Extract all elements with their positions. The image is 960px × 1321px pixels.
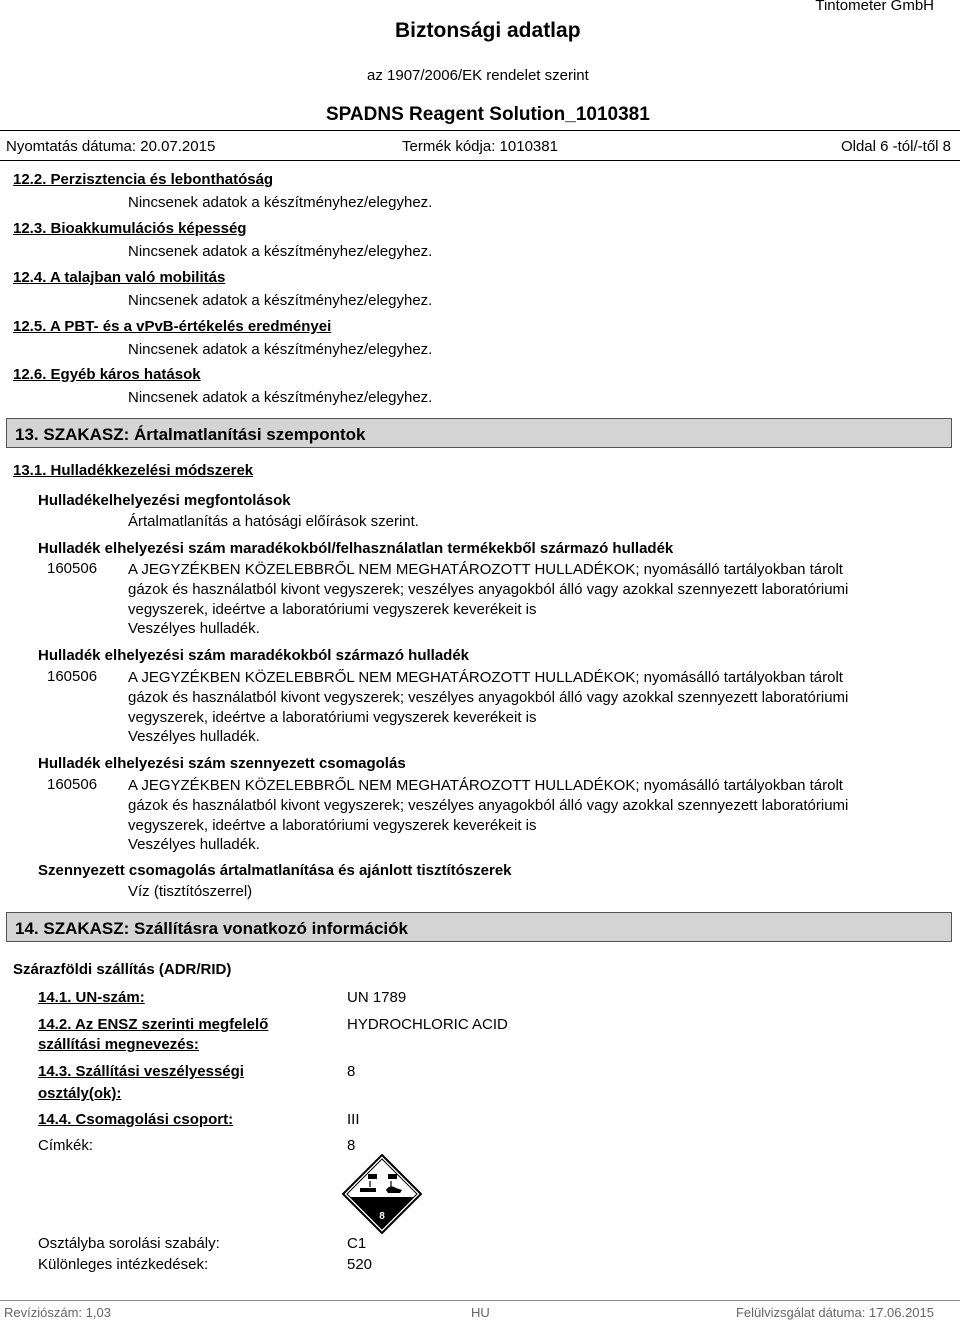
shipping-name-value: HYDROCHLORIC ACID (347, 1016, 508, 1033)
waste-heading: Hulladék elhelyezési szám szennyezett csomagolás (38, 755, 406, 772)
waste-heading: Hulladék elhelyezési szám maradékokból származó hulladék (38, 647, 470, 664)
section-14-bar (6, 912, 952, 942)
special-provisions-label: Különleges intézkedések: (38, 1256, 209, 1273)
print-date: Nyomtatás dátuma: 20.07.2015 (6, 138, 216, 155)
heading-12-5: 12.5. A PBT- és a vPvB-értékelés eredményei (13, 318, 332, 335)
heading-12-3: 12.3. Bioakkumulációs képesség (13, 220, 247, 237)
waste-note: Veszélyes hulladék. (128, 620, 260, 637)
footer-rule (0, 1300, 960, 1301)
un-number-label: 14.1. UN-szám: (38, 989, 145, 1006)
corrosive-class-8-icon (342, 1154, 422, 1234)
shipping-name-label: 14.2. Az ENSZ szerinti megfelelő (38, 1016, 269, 1033)
company-name: Tintometer GmbH (815, 0, 934, 14)
waste-description: A JEGYZÉKBEN KÖZELEBBRŐL NEM MEGHATÁROZOTT HULLADÉKOK; nyomásálló tartályokban tárolt gázok és használatból kivont vegyszerek; veszélyes anyagokból álló vagy azokkal szennyezett laboratóriumi vegyszerek, ideértve a laboratóriumi vegyszerek keverékeit is (128, 669, 849, 726)
waste-description: A JEGYZÉKBEN KÖZELEBBRŐL NEM MEGHATÁROZOTT HULLADÉKOK; nyomásálló tartályokban tárolt gázok és használatból kivont vegyszerek; veszélyes anyagokból álló vagy azokkal szennyezett laboratóriumi vegyszerek, ideértve a laboratóriumi vegyszerek keverékeit is (128, 777, 849, 834)
text-12-2: Nincsenek adatok a készítményhez/elegyhez. (128, 194, 433, 211)
land-transport-heading: Szárazföldi szállítás (ADR/RID) (13, 961, 232, 978)
review-date: Felülvizsgálat dátuma: 17.06.2015 (735, 1305, 934, 1320)
shipping-name-label-2: szállítási megnevezés: (38, 1036, 199, 1053)
heading-12-6: 12.6. Egyéb káros hatások (13, 366, 201, 383)
section-13-title: 13. SZAKASZ: Ártalmatlanítási szempontok (15, 425, 366, 444)
revision-number: Revíziószám: 1,03 (4, 1305, 111, 1320)
section-14-title: 14. SZAKASZ: Szállításra vonatkozó információk (15, 919, 408, 938)
classification-code-value: C1 (347, 1235, 367, 1252)
hazard-class-value: 8 (347, 1063, 356, 1080)
language-code: HU (471, 1305, 490, 1320)
special-provisions-value: 520 (347, 1256, 373, 1273)
packaging-heading: Szennyezett csomagolás ártalmatlanítása és ajánlott tisztítószerek (38, 862, 512, 879)
waste-description: A JEGYZÉKBEN KÖZELEBBRŐL NEM MEGHATÁROZOTT HULLADÉKOK; nyomásálló tartályokban tárolt gázok és használatból kivont vegyszerek; veszélyes anyagokból álló vagy azokkal szennyezett laboratóriumi vegyszerek, ideértve a laboratóriumi vegyszerek keverékeit is (128, 561, 849, 618)
waste-note: Veszélyes hulladék. (128, 728, 260, 745)
heading-12-2: 12.2. Perzisztencia és lebonthatóság (13, 171, 274, 188)
waste-code: 160506 (47, 776, 98, 793)
heading-13-1: 13.1. Hulladékkezelési módszerek (13, 462, 254, 479)
waste-heading: Hulladék elhelyezési szám maradékokból/felhasználatlan termékekből származó hulladék (38, 540, 674, 557)
page-number: Oldal 6 -tól/-től 8 (840, 138, 951, 155)
hazard-class-label: 14.3. Szállítási veszélyességi (38, 1063, 244, 1080)
text-12-6: Nincsenek adatok a készítményhez/elegyhez. (128, 389, 433, 406)
text-12-5: Nincsenek adatok a készítményhez/elegyhez. (128, 341, 433, 358)
document-title: Biztonsági adatlap (395, 19, 581, 42)
section-13-bar (6, 418, 952, 448)
text-12-3: Nincsenek adatok a készítményhez/elegyhez. (128, 243, 433, 260)
regulation: az 1907/2006/EK rendelet szerint (367, 67, 589, 84)
header-rule-bottom (0, 160, 960, 161)
classification-code-label: Osztályba sorolási szabály: (38, 1235, 220, 1252)
header-rule (0, 130, 960, 131)
waste-code: 160506 (47, 560, 98, 577)
text-12-4: Nincsenek adatok a készítményhez/elegyhez. (128, 292, 433, 309)
heading-12-4: 12.4. A talajban való mobilitás (13, 269, 226, 286)
disposal-heading: Hulladékelhelyezési megfontolások (38, 492, 291, 509)
product-code: Termék kódja: 1010381 (402, 138, 558, 155)
packaging-text: Víz (tisztítószerrel) (128, 883, 253, 900)
waste-note: Veszélyes hulladék. (128, 836, 260, 853)
packing-group-label: 14.4. Csomagolási csoport: (38, 1111, 234, 1128)
disposal-text: Ártalmatlanítás a hatósági előírások szerint. (128, 513, 419, 530)
labels-label: Címkék: (38, 1137, 94, 1154)
packing-group-value: III (347, 1111, 360, 1128)
product-name: SPADNS Reagent Solution_1010381 (326, 104, 650, 125)
pictogram-number: 8 (379, 1211, 385, 1222)
waste-code: 160506 (47, 668, 98, 685)
hazard-class-label-2: osztály(ok): (38, 1085, 122, 1102)
un-number-value: UN 1789 (347, 989, 407, 1006)
labels-value: 8 (347, 1137, 356, 1154)
